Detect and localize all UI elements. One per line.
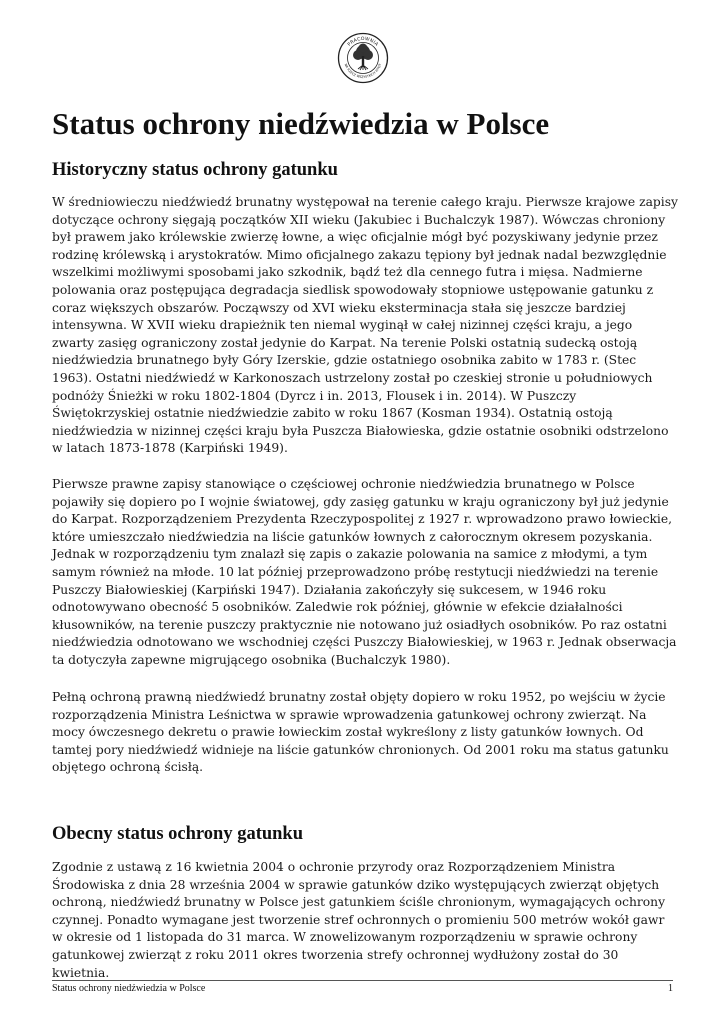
logo-text-bottom: NA RZECZ WSZYSTKICH ISTOT bbox=[343, 63, 383, 80]
footer-divider bbox=[52, 980, 673, 981]
tree-seal-icon bbox=[337, 32, 389, 84]
footer-page-number: 1 bbox=[668, 983, 673, 994]
paragraph-historical-2: Pierwsze prawne zapisy stanowiące o częściowej ochronie niedźwiedzia brunatnego w Polsce pojawiły się dopiero po I wojnie światowej, gdy zasięg gatunku w kraju ograniczony był już jedynie do Karpat. Rozporządzeniem Prezydenta Rzeczypospolitej z 1927 r. wprowadzono prawo łowieckie, które umieszczało niedźwiedzia na liście gatunków łownych z całorocznym okresem pozyskania. Jednak w rozporządzeniu tym znalazł się zapis o zakazie polowania na samice z młodymi, a tym samym również na młode. 10 lat później przeprowadzono próbę restytucji niedźwiedzi na terenie Puszczy Białowieskiej (Karpiński 1947). Działania zakończyły się sukcesem, w 1946 roku odnotowywano obecność 5 osobników. Zaledwie rok później, głównie w efekcie działalności kłusowników, na terenie puszczy praktycznie nie notowano już osiadłych osobników. Po raz ostatni niedźwiedzia odnotowano we wschodniej części Puszczy Białowieskiej, w 1963 r. Jednak obserwacja ta dotyczyła zapewne migrującego osobnika (Buchalczyk 1980). bbox=[52, 477, 677, 667]
footer-title: Status ochrony niedźwiedzia w Polsce bbox=[52, 983, 206, 994]
organization-logo bbox=[337, 32, 389, 84]
paragraph-current-1: Zgodnie z ustawą z 16 kwietnia 2004 o ochronie przyrody oraz Rozporządzeniem Ministra Środowiska z dnia 28 września 2004 w sprawie gatunków dziko występujących zwierząt objętych ochroną, niedźwiedź brunatny w Polsce jest gatunkiem ściśle chronionym, wymagających ochrony czynnej. Ponadto wymagane jest tworzenie stref ochronnych o promieniu 500 metrów wokół gawr w okresie od 1 listopada do 31 marca. W znowelizowanym rozporządzeniu w sprawie ochrony gatunkowej zwierząt z roku 2011 okres tworzenia strefy ochronnej wydłużony został do 30 kwietnia. bbox=[52, 860, 666, 980]
section-heading-historical: Historyczny status ochrony gatunku bbox=[52, 160, 338, 180]
section-heading-current: Obecny status ochrony gatunku bbox=[52, 824, 304, 844]
paragraph-historical-3: Pełną ochroną prawną niedźwiedź brunatny został objęty dopiero w roku 1952, po wejściu w życie rozporządzenia Ministra Leśnictwa w sprawie wprowadzenia gatunkowej ochrony zwierząt. Na mocy ówczesnego dekretu o prawie łowieckim został wykreślony z listy gatunków łownych. Od tamtej pory niedźwiedź widnieje na liście gatunków chronionych. Od 2001 roku ma status gatunku objętego ochroną ścisłą. bbox=[52, 690, 669, 775]
logo-text-top: PRACOWNIA bbox=[347, 36, 379, 48]
paragraph-historical-1: W średniowieczu niedźwiedź brunatny występował na terenie całego kraju. Pierwsze krajowe zapisy dotyczące ochrony sięgają początków XII wieku (Jakubiec i Buchalczyk 1987). Wówczas chroniony był prawem jako królewskie zwierzę łowne, a więc oficjalnie mógł być pozyskiwany jedynie przez rodzinę królewską i arystokratów. Mimo oficjalnego zakazu tępiony był jednak nadal bezwzględnie wszelkimi możliwymi sposobami jako szkodnik, bądź też dla cennego futra i mięsa. Nadmierne polowania oraz postępująca degradacja siedlisk spowodowały stopniowe ustępowanie gatunku z coraz większych obszarów. Począwszy od XVI wieku eksterminacja stała się jeszcze bardziej intensywna. W XVII wieku drapieżnik ten niemal wyginął w całej nizinnej części kraju, a jego zwarty zasięg ograniczony został jedynie do Karpat. Na terenie Polski ostatnią sudecką ostoją niedźwiedzia brunatnego były Góry Izerskie, gdzie ostatniego osobnika zabito w 1783 r. (Stec 1963). Ostatni niedźwiedź w Karkonoszach ustrzelony został po czeskiej stronie u południowych podnóży Śnieżki w roku 1802-1804 (Dyrcz i in. 2013, Flousek i in. 2014). W Puszczy Świętokrzyskiej ostatnie niedźwiedzie zabito w roku 1867 (Kosman 1934). Ostatnią ostoją niedźwiedzia w nizinnej części kraju była Puszcza Białowieska, gdzie ostatnie osobniki odstrzelono w latach 1873-1878 (Karpiński 1949). bbox=[52, 195, 678, 456]
page-title: Status ochrony niedźwiedzia w Polsce bbox=[52, 106, 550, 141]
